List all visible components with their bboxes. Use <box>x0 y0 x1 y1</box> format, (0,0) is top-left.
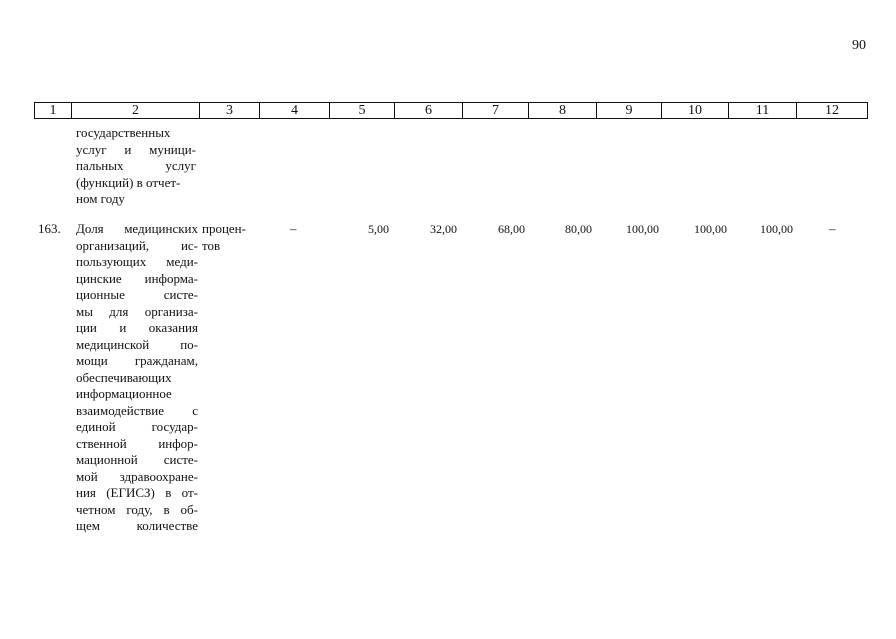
text-line: (функций) в отчет- <box>76 174 181 190</box>
column-header: 9 <box>597 103 662 119</box>
indicator-line: Доля медицинских <box>76 221 198 236</box>
column-header: 6 <box>395 103 463 119</box>
value-col12: – <box>829 221 836 236</box>
indicator-line: четном году, в об- <box>76 501 198 517</box>
value-col10: 100,00 <box>694 222 727 236</box>
indicator-line: мационной систе- <box>76 452 198 467</box>
indicator-line: ния (ЕГИСЗ) в от- <box>76 485 198 500</box>
indicator-line: информационное <box>76 386 172 401</box>
indicator-line: ственной инфор- <box>76 435 198 451</box>
value-col6: 32,00 <box>430 222 457 236</box>
value-col11: 100,00 <box>760 222 793 236</box>
indicator-line: организаций, ис- <box>76 237 198 253</box>
indicator-line: цинские информа- <box>76 270 198 286</box>
unit-line: тов <box>202 237 221 253</box>
indicator-line: мой здравоохране- <box>76 468 198 484</box>
column-header: 2 <box>72 103 200 119</box>
column-header: 4 <box>260 103 330 119</box>
continuation-text <box>76 125 196 208</box>
unit-line: процен- <box>202 221 246 236</box>
column-header: 10 <box>662 103 729 119</box>
column-header: 5 <box>330 103 395 119</box>
indicator-line: единой государ- <box>76 419 198 434</box>
indicator-line: ционные систе- <box>76 287 198 302</box>
column-header: 1 <box>35 103 72 119</box>
value-col7: 68,00 <box>498 222 525 236</box>
column-header: 7 <box>463 103 529 119</box>
indicator-line: обеспечивающих <box>76 369 172 385</box>
unit-cell <box>202 221 246 254</box>
column-header-row <box>35 103 868 119</box>
value-col4: – <box>290 221 297 236</box>
value-col9: 100,00 <box>626 222 659 236</box>
column-header: 11 <box>729 103 797 119</box>
indicator-line: взаимодействие с <box>76 402 198 418</box>
indicator-line: пользующих меди- <box>76 254 198 269</box>
text-line: услуг и муници- <box>76 141 196 157</box>
text-line: ном году <box>76 191 125 206</box>
row-number: 163. <box>38 221 61 236</box>
indicator-line: мы для организа- <box>76 303 198 319</box>
indicator-line: медицинской по- <box>76 336 198 352</box>
indicator-line: ции и оказания <box>76 320 198 335</box>
value-col5: 5,00 <box>368 222 389 236</box>
indicator-line: щем количестве <box>76 518 198 533</box>
indicator-line: мощи гражданам, <box>76 353 198 368</box>
column-header: 3 <box>200 103 260 119</box>
indicator-text <box>76 221 198 535</box>
value-col8: 80,00 <box>565 222 592 236</box>
column-header-table <box>34 102 868 119</box>
column-header: 8 <box>529 103 597 119</box>
text-line: государственных <box>76 125 171 140</box>
text-line: пальных услуг <box>76 158 196 173</box>
page-number: 90 <box>852 38 866 53</box>
column-header: 12 <box>797 103 868 119</box>
